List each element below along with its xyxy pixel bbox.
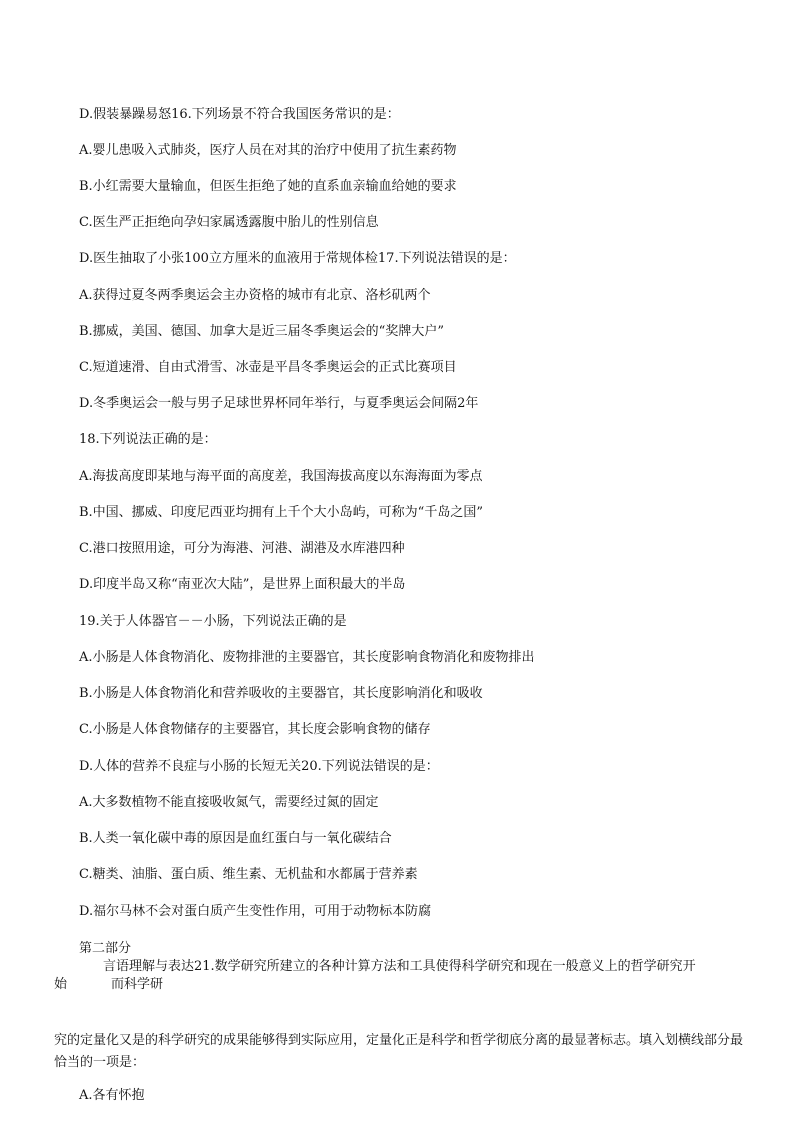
q17-option-c: C.短道速滑、自由式滑雪、冰壶是平昌冬季奥运会的正式比赛项目 (79, 360, 457, 375)
q20-option-b: B.人类一氧化碳中毒的原因是血红蛋白与一氧化碳结合 (79, 831, 392, 846)
continuation-end: 而科学研 (111, 977, 164, 992)
q16-option-c: C.医生严正拒绝向孕妇家属透露腹中胎儿的性别信息 (79, 215, 379, 230)
q18-option-c: C.港口按照用途，可分为海港、河港、湖港及水库港四种 (79, 541, 405, 556)
question-16-stem: D.假装暴躁易怒16.下列场景不符合我国医务常识的是： (79, 107, 400, 122)
q21-option-a: A.各有怀抱 (79, 1088, 145, 1103)
question-21-intro: 言语理解与表达21.数学研究所建立的各种计算方法和工具使得科学研究和现在一般意义上的哲学研究开 (103, 959, 696, 974)
question-21-continuation (54, 977, 163, 993)
question-17-stem: D.医生抽取了小张100立方厘米的血液用于常规体检17.下列说法错误的是： (79, 251, 516, 266)
q18-option-b: B.中国、挪威、印度尼西亚均拥有上千个大小岛屿，可称为“千岛之国” (79, 505, 483, 520)
section-title: 第二部分 (79, 941, 132, 956)
q16-option-a: A.婴儿患吸入式肺炎，医疗人员在对其的治疗中使用了抗生素药物 (79, 143, 457, 158)
q20-option-c: C.糖类、油脂、蛋白质、维生素、无机盐和水都属于营养素 (79, 867, 418, 882)
continuation-start: 始 (54, 977, 68, 992)
q17-option-b: B.挪威，美国、德国、加拿大是近三届冬季奥运会的“奖牌大户” (79, 324, 444, 339)
q18-option-a: A.海拔高度即某地与海平面的高度差，我国海拔高度以东海海面为零点 (79, 469, 483, 484)
q19-option-b: B.小肠是人体食物消化和营养吸收的主要器官，其长度影响消化和吸收 (79, 686, 483, 701)
question-19-stem: 19.关于人体器官－－小肠，下列说法正确的是 (79, 614, 347, 629)
q20-option-d: D.福尔马林不会对蛋白质产生变性作用，可用于动物标本防腐 (79, 904, 432, 919)
q19-option-a: A.小肠是人体食物消化、废物排泄的主要器官，其长度影响食物消化和废物排出 (79, 650, 535, 665)
q19-option-c: C.小肠是人体食物储存的主要器官，其长度会影响食物的储存 (79, 722, 431, 737)
question-20-stem: D.人体的营养不良症与小肠的长短无关20.下列说法错误的是： (79, 759, 439, 774)
question-21-paragraph: 究的定量化又是的科学研究的成果能够得到实际应用，定量化正是科学和哲学彻底分离的最显著标志。填入划横线部分最恰当的一项是： (54, 1033, 744, 1070)
q17-option-d: D.冬季奥运会一般与男子足球世界杯同年举行，与夏季奥运会间隔2年 (79, 396, 479, 411)
q16-option-b: B.小红需要大量输血，但医生拒绝了她的直系血亲输血给她的要求 (79, 179, 457, 194)
q18-option-d: D.印度半岛又称“南亚次大陆”，是世界上面积最大的半岛 (79, 577, 406, 592)
q20-option-a: A.大多数植物不能直接吸收氮气，需要经过氮的固定 (79, 795, 379, 810)
question-18-stem: 18.下列说法正确的是： (79, 432, 217, 447)
q17-option-a: A.获得过夏冬两季奥运会主办资格的城市有北京、洛杉矶两个 (79, 288, 431, 303)
